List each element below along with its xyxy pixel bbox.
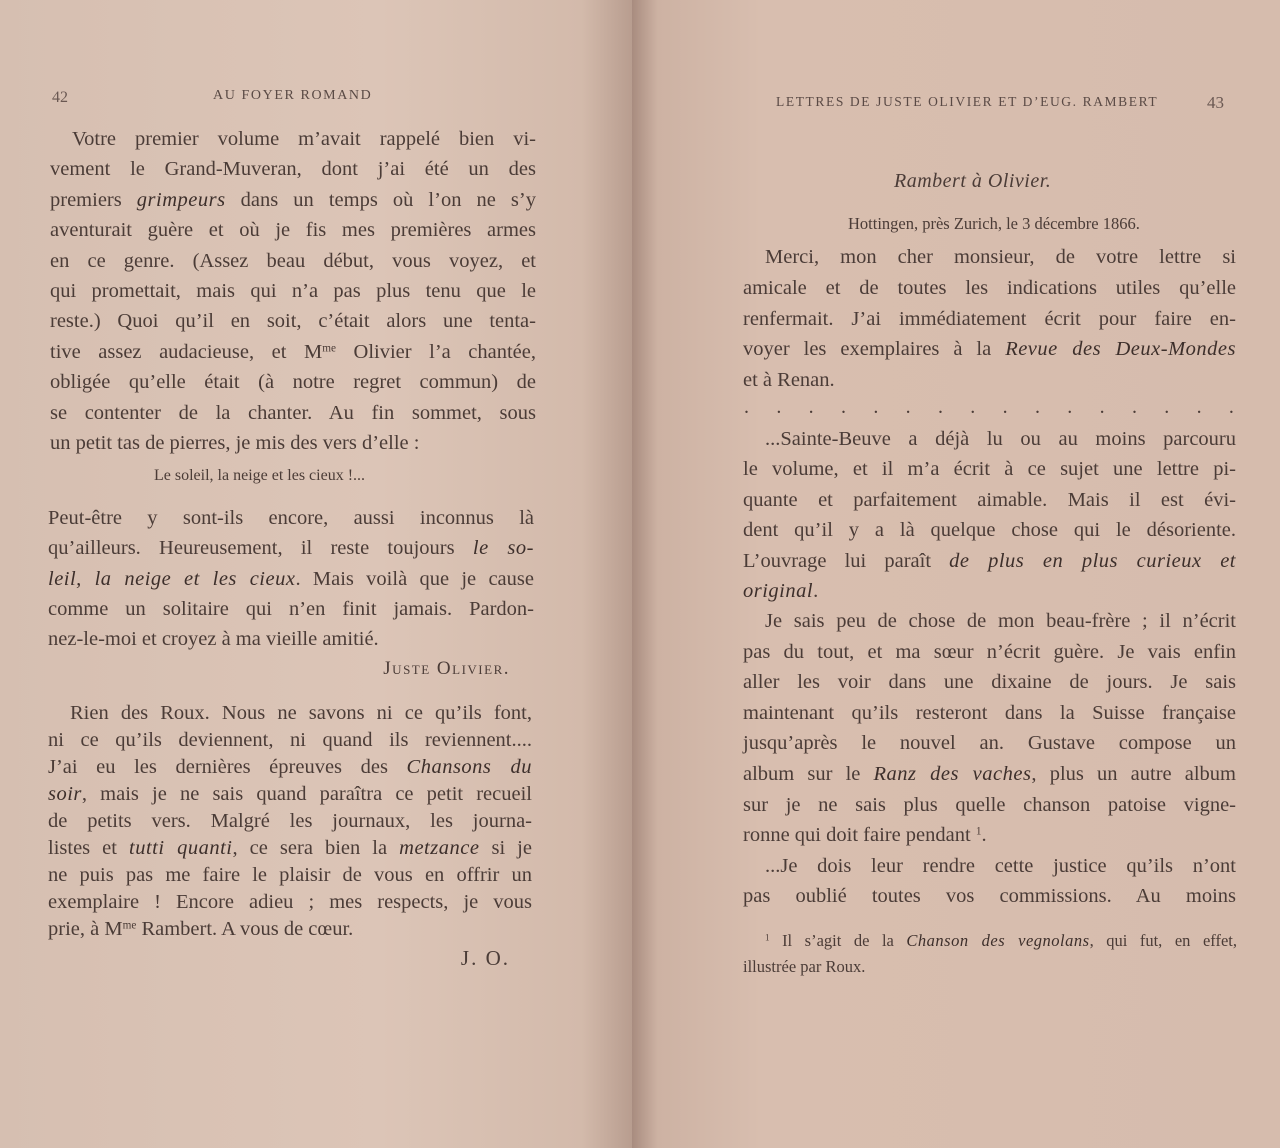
text-line — [48, 862, 532, 889]
text-run: L’ouvrage lui paraît — [743, 549, 950, 572]
text-run: , qui fut, en effet, — [1089, 931, 1237, 950]
text-line — [50, 154, 536, 184]
text-line — [50, 367, 536, 397]
ellipsis-dot: . — [808, 396, 814, 418]
text-line — [50, 276, 536, 306]
text-run: comme un solitaire qui n’en finit jamais. Pardon- — [48, 597, 534, 620]
ellipsis-dot: . — [1067, 396, 1073, 418]
ellipsis-dot: . — [1196, 396, 1202, 418]
text-line — [743, 954, 1237, 980]
text-run: exemplaire ! Encore adieu ; mes respects, je vous — [48, 891, 532, 913]
text-run: , plus un autre album — [1031, 762, 1236, 785]
text-run: obligée qu’elle était (à notre regret commun) de — [50, 371, 536, 394]
text-run: Votre premier volume m’avait rappelé bien vi- — [72, 128, 536, 150]
text-run: se contenter de la chanter. Au fin sommet, sous — [50, 401, 536, 424]
text-run: premiers — [50, 188, 137, 211]
ellipsis-dot: . — [1131, 396, 1137, 418]
text-run: , ce sera bien la — [232, 837, 400, 859]
text-line — [743, 820, 1236, 851]
text-line — [48, 564, 534, 594]
ellipsis-dot: . — [1034, 396, 1040, 418]
text-run: qu’ailleurs. Heureusement, il reste toujours — [48, 537, 473, 560]
text-line — [50, 215, 536, 245]
text-run: qui promettait, mais qui n’a pas plus tenu que le — [50, 280, 536, 303]
text-run: un petit tas de pierres, je mis des vers d’elle : — [50, 432, 420, 455]
text-run: nez-le-moi et croyez à ma vieille amitié. — [48, 628, 379, 651]
letter-paragraph — [48, 503, 534, 654]
text-line — [743, 606, 1236, 637]
text-run: ne puis pas me faire le plaisir de vous en offrir un — [48, 864, 532, 886]
text-run: maintenant qu’ils resteront dans la Suisse française — [743, 701, 1236, 724]
text-line — [743, 576, 1236, 606]
text-run: Rambert. A vous de cœur. — [136, 918, 354, 940]
text-run: listes et — [48, 837, 130, 859]
text-line — [743, 928, 1237, 954]
letter-paragraph — [743, 424, 1236, 606]
superscript: me — [122, 919, 137, 932]
ellipsis-dot: . — [937, 396, 943, 418]
italic-text: leil, la neige et les cieux — [48, 567, 296, 590]
text-run: ...Sainte-Beuve a déjà lu ou au moins parcouru — [765, 428, 1236, 450]
text-run: . — [813, 580, 819, 603]
text-line — [50, 306, 536, 336]
right-page — [632, 0, 1280, 1148]
ellipsis-dot: . — [1099, 396, 1105, 418]
text-run: amicale et de toutes les indications utiles qu’elle — [743, 276, 1236, 299]
text-run: illustrée par Roux. — [743, 957, 866, 976]
text-line — [743, 881, 1236, 912]
letter-title: Rambert à Olivier. — [894, 170, 1052, 192]
text-line — [743, 698, 1236, 729]
letter-paragraph — [743, 606, 1236, 912]
ellipsis-dot: . — [970, 396, 976, 418]
text-line — [48, 835, 532, 862]
text-line — [48, 700, 532, 727]
text-run: et à Renan. — [743, 369, 835, 391]
text-run: , mais je ne sais quand paraîtra ce petit recueil — [81, 783, 532, 805]
letter-dateline: Hottingen, près Zurich, le 3 décembre 1866. — [848, 214, 1140, 233]
ellipsis-dot: . — [1228, 396, 1234, 418]
italic-text: grimpeurs — [136, 188, 226, 211]
text-line — [743, 667, 1236, 698]
text-line — [743, 546, 1236, 576]
footnote — [743, 928, 1237, 980]
text-run: voyer les exemplaires à la — [743, 338, 1006, 361]
page-number: 42 — [52, 89, 68, 106]
text-line — [743, 365, 1236, 396]
letter-paragraph — [50, 124, 536, 458]
text-run: pas oublié toutes vos commissions. Au moins — [743, 885, 1236, 908]
text-run: Il s’agit de la — [769, 931, 907, 950]
text-line — [50, 337, 536, 367]
text-run: pas du tout, et ma sœur n’écrit guère. Je vais enfin — [743, 640, 1236, 663]
text-run: prie, à M — [48, 918, 123, 940]
text-line — [50, 398, 536, 428]
text-line — [743, 851, 1236, 882]
text-run: Je sais peu de chose de mon beau-frère ; il n’écrit — [765, 610, 1236, 632]
text-run: tive assez audacieuse, et M — [50, 340, 323, 363]
text-line — [50, 124, 536, 154]
text-line — [48, 889, 532, 916]
italic-text: Revue des Deux-Mondes — [1005, 338, 1236, 361]
text-run: dans un temps où l’on ne s’y — [225, 188, 536, 211]
ellipsis-dot: . — [1002, 396, 1008, 418]
text-line — [48, 754, 532, 781]
letter-paragraph — [743, 242, 1236, 396]
text-run: jusqu’après le nouvel an. Gustave compose un — [743, 732, 1236, 755]
text-run: le volume, et il m’a écrit à ce sujet une lettre pi- — [743, 458, 1236, 481]
text-run: . — [981, 824, 987, 847]
text-line — [50, 246, 536, 276]
text-line — [48, 503, 534, 533]
text-run: aller les voir dans une dixaine de jours. Je sais — [743, 671, 1236, 694]
text-line — [743, 759, 1236, 790]
superscript: 1 — [765, 932, 770, 943]
text-line — [48, 781, 532, 808]
text-line — [48, 916, 532, 943]
text-line — [743, 304, 1236, 335]
ellipsis-dot: . — [744, 396, 749, 418]
initials-signature: J. O. — [460, 946, 510, 970]
text-line — [48, 624, 534, 654]
text-run: renfermait. J’ai immédiatement écrit pour faire en- — [743, 307, 1236, 330]
italic-text: original — [743, 580, 814, 603]
text-run: Peut-être y sont-ils encore, aussi inconnus là — [48, 507, 534, 529]
text-line — [743, 334, 1236, 365]
text-run: . Mais voilà que je cause — [295, 567, 534, 590]
text-run: quante et parfaitement aimable. Mais il est évi- — [743, 488, 1236, 511]
text-line — [743, 273, 1236, 304]
running-head: LETTRES DE JUSTE OLIVIER ET D’EUG. RAMBERT — [776, 94, 1159, 109]
text-run: album sur le — [743, 762, 874, 785]
text-run: ni ce qu’ils deviennent, ni quand ils reviennent.... — [48, 729, 532, 751]
ellipsis-dot: . — [776, 396, 782, 418]
italic-text: le so- — [472, 537, 534, 560]
text-run: en ce genre. (Assez beau début, vous voyez, et — [50, 249, 536, 272]
italic-text: Chanson des vegnolans — [906, 931, 1090, 950]
running-head: AU FOYER ROMAND — [213, 88, 373, 103]
text-line — [48, 808, 532, 835]
ellipsis-dots — [744, 396, 1234, 419]
italic-text: Ranz des vaches — [873, 762, 1032, 785]
text-line — [743, 728, 1236, 759]
text-line — [48, 533, 534, 563]
verse-quotation: Le soleil, la neige et les cieux !... — [154, 467, 366, 484]
italic-text: de plus en plus curieux et — [949, 549, 1236, 572]
text-line — [743, 424, 1236, 454]
text-line — [48, 594, 534, 624]
text-line — [48, 727, 532, 754]
text-run: vement le Grand-Muveran, dont j’ai été un des — [50, 158, 536, 181]
ellipsis-dot: . — [873, 396, 879, 418]
text-run: sur je ne sais plus quelle chanson patoise vigne- — [743, 793, 1236, 816]
text-run: si je — [479, 837, 532, 859]
text-run: aventurait guère et où je fis mes premières armes — [50, 219, 536, 242]
text-run: de petits vers. Malgré les journaux, les journa- — [48, 810, 532, 832]
text-line — [743, 242, 1236, 273]
italic-text: soir — [48, 783, 82, 805]
superscript: 1 — [975, 825, 982, 838]
postscript-paragraph — [48, 700, 532, 943]
text-run: ...Je dois leur rendre cette justice qu’ils n’ont — [765, 854, 1236, 877]
signature: Juste Olivier. — [383, 658, 510, 679]
text-line — [743, 515, 1236, 545]
text-line — [743, 454, 1236, 484]
text-line — [50, 185, 536, 215]
italic-text: metzance — [399, 837, 480, 859]
page-number: 43 — [1207, 93, 1224, 112]
text-run: reste.) Quoi qu’il en soit, c’était alors une tenta- — [50, 310, 536, 333]
text-line — [743, 485, 1236, 515]
ellipsis-dot: . — [840, 396, 846, 418]
text-run: Rien des Roux. Nous ne savons ni ce qu’ils font, — [70, 702, 532, 724]
italic-text: tutti quanti — [129, 837, 233, 859]
text-line — [743, 790, 1236, 821]
text-run: Merci, mon cher monsieur, de votre lettre si — [765, 246, 1236, 268]
text-line — [743, 637, 1236, 668]
left-page — [0, 0, 632, 1148]
text-run: ronne qui doit faire pendant — [743, 824, 976, 847]
text-run: Olivier l’a chantée, — [335, 340, 537, 363]
ellipsis-dot: . — [1164, 396, 1170, 418]
italic-text: Chansons du — [406, 756, 532, 778]
text-line — [50, 428, 536, 458]
text-run: J’ai eu les dernières épreuves des — [48, 756, 407, 778]
ellipsis-dot: . — [905, 396, 911, 418]
superscript: me — [322, 342, 336, 355]
text-run: dent qu’il y a là quelque chose qui le désoriente. — [743, 519, 1236, 542]
